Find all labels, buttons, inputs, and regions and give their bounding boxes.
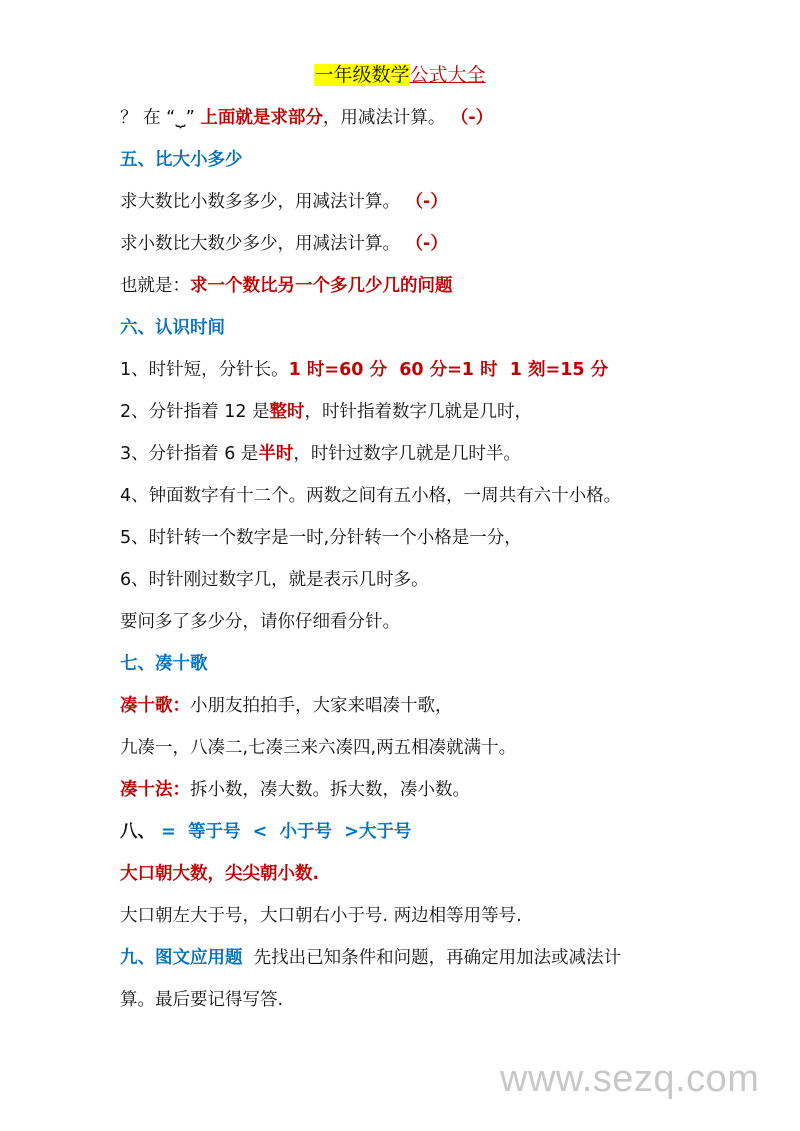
- emphasis-text: 凑十法：: [120, 780, 190, 800]
- text-line: [120, 735, 700, 777]
- emphasis-text: 大口朝大数，尖尖朝小数.: [120, 864, 320, 884]
- emphasis-text: 求一个数比另一个多几少几的问题: [190, 276, 453, 296]
- emphasis-text: 凑十歌：: [120, 696, 190, 716]
- text-line: [120, 609, 700, 651]
- body-text: 求小数比大数少多少，用减法计算。: [120, 234, 406, 254]
- body-text: 算。最后要记得写答.: [120, 990, 284, 1010]
- section-heading: 七、凑十歌: [120, 654, 208, 674]
- body-text: 2、分针指着 12 是: [120, 402, 270, 422]
- body-text: 小朋友拍拍手，大家来唱凑十歌，: [190, 696, 453, 716]
- text-line: [120, 105, 700, 147]
- text-line: [120, 987, 700, 1029]
- body-text: ？ 在 “⏟”: [120, 108, 201, 128]
- body-text: 1、时针短，分针长。: [120, 360, 289, 380]
- text-line: [120, 651, 700, 693]
- emphasis-text: （-）: [450, 108, 494, 128]
- text-line: [120, 147, 700, 189]
- document-body: [120, 105, 700, 1029]
- body-text: ，时针指着数字几就是几时，: [304, 402, 533, 422]
- body-text: 也就是：: [120, 276, 190, 296]
- body-text: 要问多了多少分，请你仔细看分针。: [120, 612, 400, 632]
- body-text: 八、: [120, 822, 155, 842]
- text-line: [120, 483, 700, 525]
- section-heading: 六、认识时间: [120, 318, 225, 338]
- text-line: [120, 525, 700, 567]
- document-title: [0, 62, 800, 88]
- text-line: [120, 693, 700, 735]
- body-text: 九凑一，八凑二,七凑三来六凑四,两五相凑就满十。: [120, 738, 517, 758]
- emphasis-text: （-）: [405, 234, 448, 254]
- section-heading: = 等于号 < 小于号 >大于号: [155, 822, 412, 842]
- title-highlighted: 一年级数学: [314, 64, 410, 86]
- body-text: 5、时针转一个数字是一时,分针转一个小格是一分，: [120, 528, 522, 548]
- section-heading: 五、比大小多少: [120, 150, 243, 170]
- body-text: 4、钟面数字有十二个。两数之间有五小格，一周共有六十小格。: [120, 486, 622, 506]
- text-line: [120, 903, 700, 945]
- text-line: [120, 315, 700, 357]
- body-text: 6、时针刚过数字几，就是表示几时多。: [120, 570, 429, 590]
- title-link[interactable]: 公式大全: [409, 64, 486, 86]
- text-line: [120, 861, 700, 903]
- section-heading: 九、图文应用题: [120, 948, 243, 968]
- watermark: www.sezq.com: [500, 1058, 760, 1100]
- text-line: [120, 231, 700, 273]
- body-text: 3、分针指着 6 是: [120, 444, 259, 464]
- body-text: 求大数比小数多多少，用减法计算。: [120, 192, 406, 212]
- text-line: [120, 777, 700, 819]
- emphasis-text: 1 时=60 分 60 分=1 时 1 刻=15 分: [288, 360, 609, 380]
- text-line: [120, 273, 700, 315]
- text-line: [120, 945, 700, 987]
- emphasis-text: （-）: [405, 192, 448, 212]
- text-line: [120, 819, 700, 861]
- text-line: [120, 567, 700, 609]
- body-text: 大口朝左大于号，大口朝右小于号. 两边相等用等号.: [120, 906, 522, 926]
- body-text: 拆小数，凑大数。拆大数，凑小数。: [190, 780, 470, 800]
- text-line: [120, 189, 700, 231]
- body-text: ，时针过数字几就是几时半。: [293, 444, 521, 464]
- emphasis-text: 上面就是求部分: [200, 108, 323, 128]
- text-line: [120, 441, 700, 483]
- emphasis-text: 半时: [258, 444, 294, 464]
- text-line: [120, 357, 700, 399]
- text-line: [120, 399, 700, 441]
- body-text: ，用减法计算。: [322, 108, 451, 128]
- emphasis-text: 整时: [269, 402, 305, 422]
- body-text: 先找出已知条件和问题，再确定用加法或减法计: [242, 948, 622, 968]
